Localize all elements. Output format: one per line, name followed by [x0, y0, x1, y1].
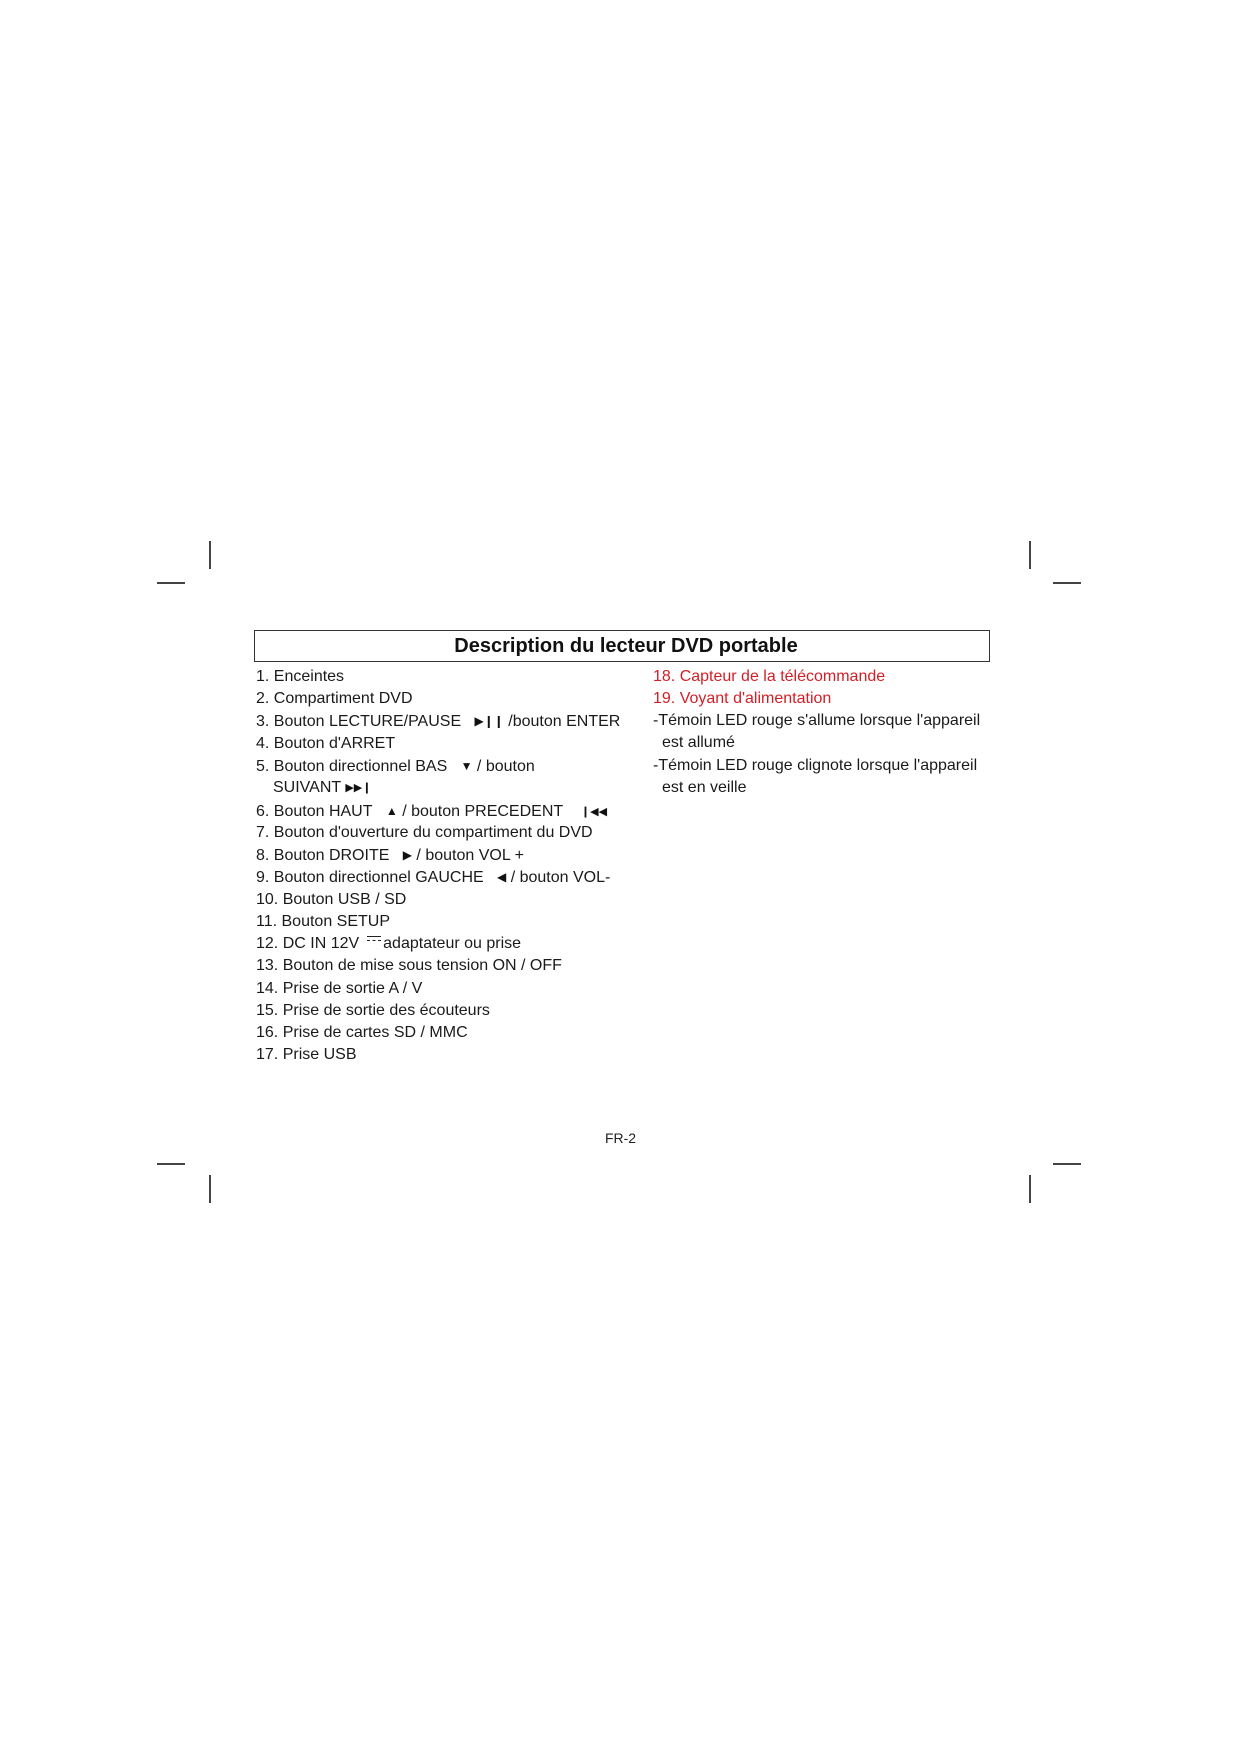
list-item — [256, 800, 636, 822]
list-item-text: 7. Bouton d'ouverture du compartiment du DVD — [256, 824, 593, 841]
list-item-text: 3. Bouton LECTURE/PAUSE — [256, 713, 462, 730]
list-item — [256, 955, 636, 977]
list-item-text: 1. Enceintes — [256, 668, 345, 685]
list-item-text: 13. Bouton de mise sous tension ON / OFF — [256, 957, 562, 974]
list-item — [256, 666, 636, 688]
list-item-text: 9. Bouton directionnel GAUCHE — [256, 869, 484, 886]
button-symbol-icon: ▲ — [385, 804, 398, 818]
crop-mark-top-right-horizontal — [1053, 582, 1081, 584]
crop-mark-bottom-right-horizontal — [1053, 1163, 1081, 1165]
button-symbol-icon: ◀ — [497, 870, 507, 884]
list-item — [256, 1022, 636, 1044]
button-symbol-icon: ▶❙❙ — [474, 714, 504, 728]
list-item-text-suffix: / bouton VOL- — [510, 869, 611, 886]
led-note-on-line1: -Témoin LED rouge s'allume lorsque l'appareil — [653, 712, 981, 729]
button-symbol-icon: ▶ — [402, 848, 412, 862]
list-item — [256, 688, 636, 710]
list-item-text: SUIVANT — [273, 779, 341, 796]
list-item — [256, 978, 636, 1000]
list-item-text: 2. Compartiment DVD — [256, 690, 413, 707]
list-item-19: 19. Voyant d'alimentation — [653, 690, 832, 707]
list-item-text: 8. Bouton DROITE — [256, 847, 390, 864]
list-item-text: 14. Prise de sortie A / V — [256, 980, 423, 997]
list-item-text: 15. Prise de sortie des écouteurs — [256, 1002, 490, 1019]
list-item — [256, 1044, 636, 1066]
list-item-text: 16. Prise de cartes SD / MMC — [256, 1024, 468, 1041]
crop-mark-bottom-left-vertical — [209, 1175, 211, 1203]
list-item — [256, 710, 636, 732]
list-item-text: 6. Bouton HAUT — [256, 803, 373, 820]
button-symbol-icon: ▼ — [460, 759, 473, 773]
list-item — [256, 911, 636, 933]
crop-mark-top-left-vertical — [209, 541, 211, 569]
list-item-text: 12. DC IN 12V — [256, 935, 360, 952]
list-item — [256, 844, 636, 866]
list-item-text-suffix: adaptateur ou prise — [383, 935, 522, 952]
title-box — [254, 630, 990, 662]
page-number: FR-2 — [604, 1130, 637, 1146]
crop-mark-bottom-left-horizontal — [157, 1163, 185, 1165]
list-item — [256, 733, 636, 755]
list-item-continuation — [256, 777, 636, 799]
crop-mark-bottom-right-vertical — [1029, 1175, 1031, 1203]
list-item-text: 5. Bouton directionnel BAS — [256, 758, 448, 775]
parts-list-right — [653, 666, 998, 799]
list-item-text-suffix: /bouton ENTER — [508, 713, 621, 730]
list-item-text-suffix: / bouton PRECEDENT — [402, 803, 564, 820]
list-item-text-suffix: / bouton VOL + — [416, 847, 524, 864]
crop-mark-top-left-horizontal — [157, 582, 185, 584]
page-title: Description du lecteur DVD portable — [454, 634, 798, 657]
crop-mark-top-right-vertical — [1029, 541, 1031, 569]
parts-list-left — [256, 666, 636, 1066]
list-item-text: 17. Prise USB — [256, 1046, 357, 1063]
led-note-on-line2: est allumé — [662, 734, 735, 751]
led-note-standby-line1: -Témoin LED rouge clignote lorsque l'appareil — [653, 757, 978, 774]
next-icon: ▶▶❙ — [345, 782, 372, 794]
dc-symbol-icon — [367, 936, 381, 945]
list-item-text: 11. Bouton SETUP — [256, 913, 390, 930]
list-item-text: 4. Bouton d'ARRET — [256, 735, 396, 752]
led-note-standby-line2: est en veille — [662, 779, 747, 796]
list-item-text: 10. Bouton USB / SD — [256, 891, 407, 908]
list-item — [256, 889, 636, 911]
list-item — [256, 933, 636, 955]
list-item — [256, 866, 636, 888]
list-item — [256, 755, 636, 777]
list-item-text-suffix: / bouton — [476, 758, 535, 775]
list-item — [256, 1000, 636, 1022]
previous-icon: ❙◀◀ — [580, 806, 608, 818]
list-item-18: 18. Capteur de la télécommande — [653, 668, 886, 685]
list-item — [256, 822, 636, 844]
